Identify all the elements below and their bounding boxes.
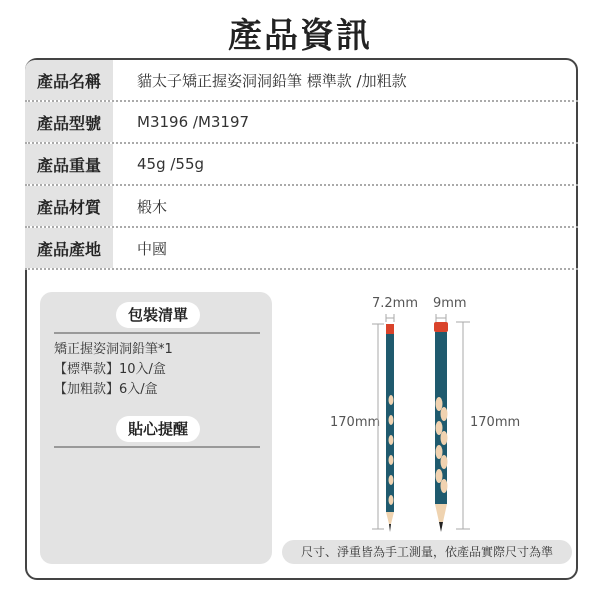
measurement-note: 尺寸、淨重皆為手工測量，依產品實際尺寸為準 bbox=[282, 540, 572, 564]
spec-value: 中國 bbox=[137, 239, 168, 258]
packing-heading: 包裝清單 bbox=[116, 302, 200, 328]
spec-row-weight bbox=[25, 144, 578, 186]
spec-value: 椴木 bbox=[137, 197, 168, 216]
spec-value: 45g /55g bbox=[137, 155, 205, 173]
pencils-illustration bbox=[290, 292, 580, 542]
spec-label: 產品產地 bbox=[25, 228, 113, 268]
spec-row-material bbox=[25, 186, 578, 228]
spec-label: 產品型號 bbox=[25, 102, 113, 142]
packing-item: 【標準款】10入/盒 bbox=[54, 362, 166, 377]
width-thick-label: 9mm bbox=[433, 296, 467, 311]
pencil-diagram bbox=[290, 292, 580, 562]
spec-row-model bbox=[25, 102, 578, 144]
packing-item: 矯正握姿洞洞鉛筆*1 bbox=[54, 342, 173, 357]
spec-value: 貓太子矯正握姿洞洞鉛筆 標準款 /加粗款 bbox=[137, 71, 407, 90]
width-standard-label: 7.2mm bbox=[372, 296, 419, 311]
page-title: 產品資訊 bbox=[228, 16, 372, 56]
spec-label: 產品重量 bbox=[25, 144, 113, 184]
packing-panel bbox=[40, 292, 272, 564]
packing-list bbox=[54, 340, 173, 400]
spec-row-origin bbox=[25, 228, 578, 270]
spec-value: M3196 /M3197 bbox=[137, 113, 250, 131]
pencil-standard bbox=[386, 324, 394, 532]
packing-item: 【加粗款】6入/盒 bbox=[54, 382, 158, 397]
spec-label: 產品材質 bbox=[25, 186, 113, 226]
divider bbox=[54, 332, 260, 334]
length-thick-label: 170mm bbox=[470, 415, 521, 430]
pencil-thick bbox=[434, 322, 448, 532]
spec-label: 產品名稱 bbox=[25, 60, 113, 100]
tips-heading: 貼心提醒 bbox=[116, 416, 200, 442]
spec-table bbox=[25, 60, 578, 270]
divider bbox=[54, 446, 260, 448]
length-standard-label: 170mm bbox=[330, 415, 381, 430]
spec-row-name bbox=[25, 60, 578, 102]
